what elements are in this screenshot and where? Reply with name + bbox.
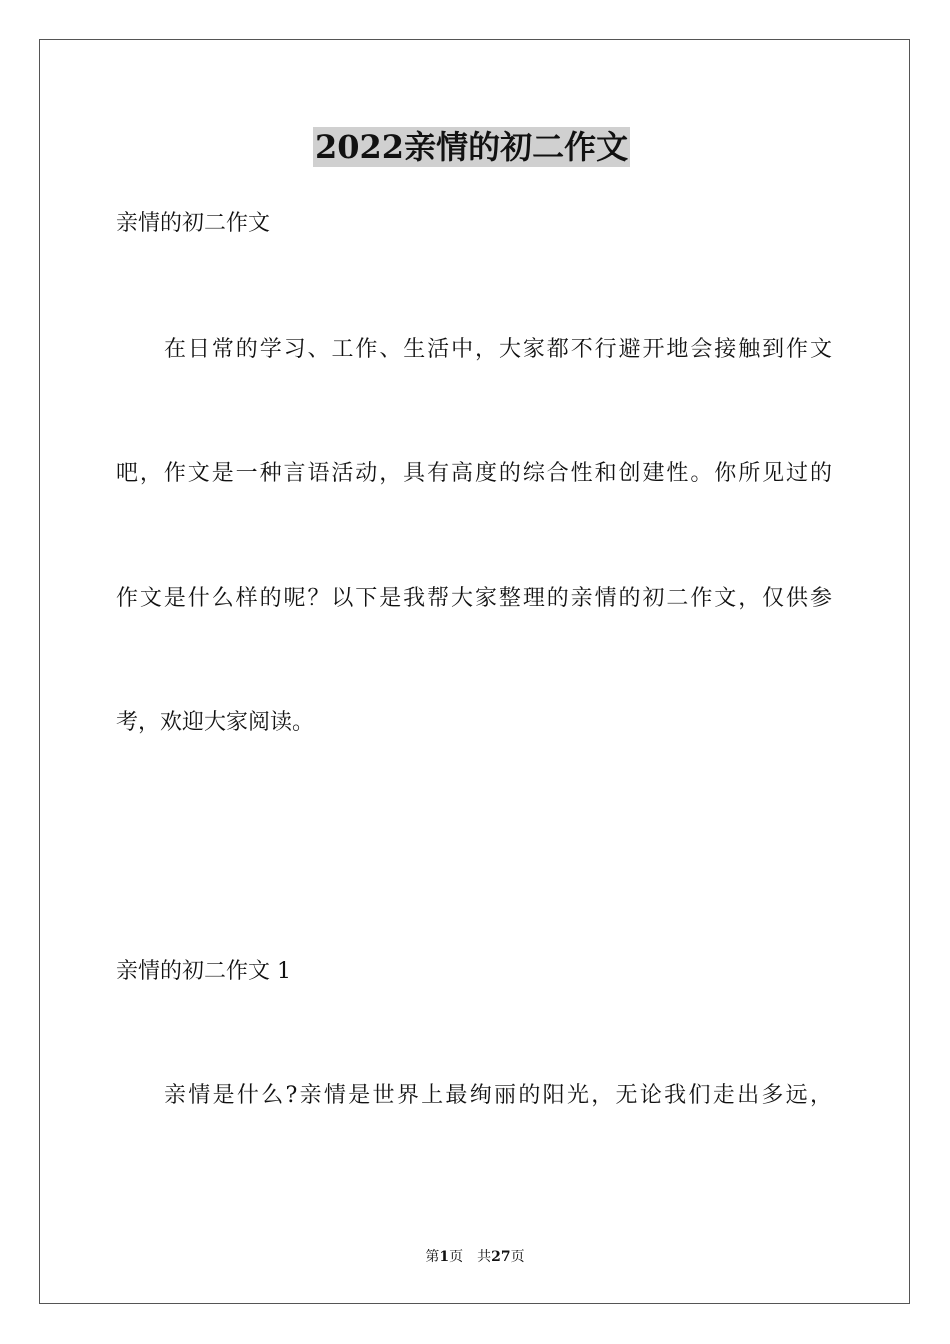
page-footer: [0, 1247, 950, 1267]
document-subtitle: 亲情的初二作文: [116, 211, 271, 236]
footer-total-pages: 27: [491, 1249, 511, 1265]
section-heading: 亲情的初二作文 1: [116, 959, 291, 984]
section-line-1: 亲情是什么?亲情是世界上最绚丽的阳光，无论我们走出多远，: [164, 1083, 832, 1108]
intro-line-3: 作文是什么样的呢？以下是我帮大家整理的亲情的初二作文，仅供参: [116, 586, 832, 611]
intro-line-1: 在日常的学习、工作、生活中，大家都不行避开地会接触到作文: [164, 337, 832, 362]
footer-page-prefix: 第: [425, 1249, 440, 1265]
intro-line-4: 考，欢迎大家阅读。: [116, 710, 315, 735]
document-title: 2022亲情的初二作文: [315, 128, 629, 166]
footer-page-number: 1: [439, 1249, 450, 1265]
intro-line-2: 吧，作文是一种言语活动，具有高度的综合性和创建性。你所见过的: [116, 461, 832, 486]
footer-total-suffix: 页: [510, 1249, 525, 1265]
footer-total-prefix: 共: [477, 1249, 492, 1265]
footer-page-suffix: 页: [449, 1249, 464, 1265]
